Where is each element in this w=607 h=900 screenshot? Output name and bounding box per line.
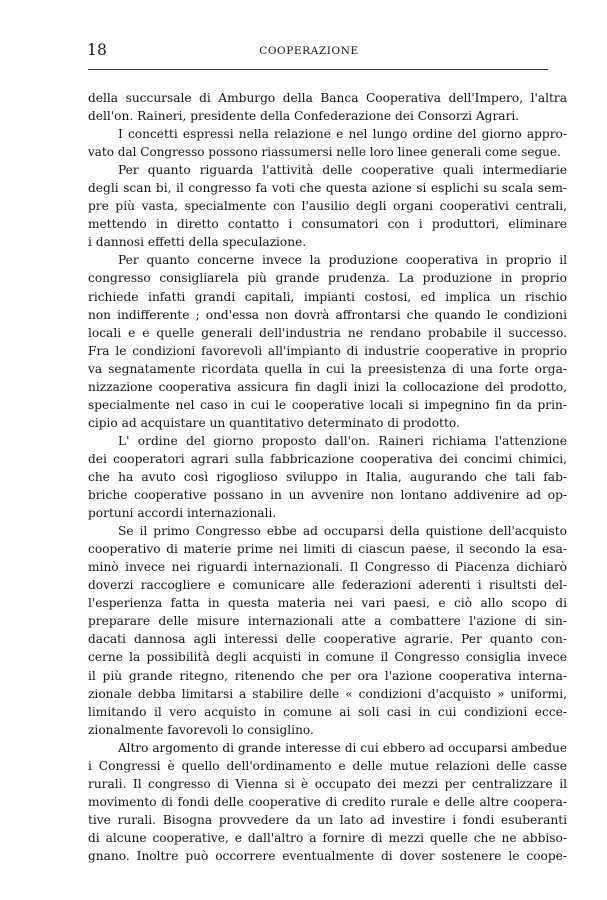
text-line: specialmente nel caso in cui le cooperative locali si impegnino fin da prin- [88,397,567,412]
text-line: locali e e quelle generali dell'industria ne rendano probabile il successo. [88,325,567,340]
running-title: COOPERAZIONE [259,45,359,57]
text-line: zionale debba limitarsi a stabilire delle « condizioni d'acquisto » uniformi, [88,686,567,701]
text-line: gnano. Inoltre può occorrere eventualmente di dover sostenere le coope- [88,848,567,863]
text-line: va segnatamente ricordata quella in cui la preesistenza di una forte orga- [88,361,567,376]
text-line: dei cooperatori agrari sulla fabbricazione cooperativa dei concimi chimici, [88,451,567,466]
text-line: dell'on. Raineri, presidente della Confederazione dei Consorzi Agrari. [88,109,520,124]
text-line: Per quanto concerne invece la produzione cooperativa in proprio il [118,253,567,268]
text-line: tive rurali. Bisogna provvedere da un lato ad investire i fondi esuberanti [88,812,567,827]
text-line: rurali. Il congresso di Vienna si è occupato dei mezzi per centralizzare il [88,776,567,791]
text-line: pre più vasta, specialmente con l'ausilio degli organi cooperativi centrali, [88,199,567,214]
text-line: movimento di fondi delle cooperative di credito rurale e delle altre coopera- [88,794,567,809]
text-line: vato dal Congresso possono riassumersi nelle loro linee generali come segue. [88,145,561,160]
text-line: il più grande ritegno, ritenendo che per ora l'azione cooperativa interna- [88,668,567,683]
text-line: mettendo in diretto contatto i consumatori con i produttori, eliminare [88,217,567,232]
text-line: l'esperienza fatta in questa materia nei vari paesi, e ciò allo scopo di [88,596,567,611]
text-line: congresso consigliarela più grande prudenza. La produzione in proprio [88,271,567,286]
page-number: 18 [87,41,108,59]
text-line: della succursale di Amburgo della Banca Cooperativa dell'Impero, l'altra [88,91,567,105]
text-line: Altro argomento di grande interesse di cui ebbero ad occuparsi ambedue [118,740,567,755]
text-line: minò invece nei riguardi internazionali. Il Congresso di Piacenza dichiarò [88,560,567,575]
text-line: degli scan bi, il congresso fa voti che questa azione si esplichi su scala sem- [88,181,567,196]
text-line: nizzazione cooperativa assicura fin dagli inizi la collocazione del prodotto, [88,379,567,394]
text-line: portuni accordi internazionali. [88,506,277,521]
text-line: doverzi raccogliere e comunicare alle federazioni aderenti i risultsti del- [88,578,567,593]
text-line: richiede infatti grandi capitali, impianti costosi, ed implica un rischio [88,289,567,304]
text-line: Per quanto riguarda l'attività delle cooperative quali intermediarie [118,163,567,178]
body-text [88,89,567,865]
text-line: cerne la possibilità degli acquisti in comune il Congresso consiglia invece [88,650,567,665]
text-line: I concetti espressi nella relazione e nel lungo ordine del giorno appro- [118,127,567,142]
text-line: i dannosi effetti della speculazione. [88,235,307,250]
text-line: Se il primo Congresso ebbe ad occuparsi della quistione dell'acquisto [118,524,567,539]
text-line: Fra le condizioni favorevoli all'impianto di industrie cooperative in proprio [88,343,567,358]
text-line: dacati dannosa agli interessi delle cooperative agrarie. Per quanto con- [88,632,567,647]
text-line: zionalmente favorevoli lo consiglino. [88,722,314,737]
text-line: che ha avuto così rigoglioso sviluppo in Italia, augurando che tali fab- [88,469,567,484]
text-line: briche cooperative possano in un avvenire non lontano addivenire ad op- [88,488,567,503]
text-line: limitando il vero acquisto in comune ai soli casi in cui condizioni ecce- [88,704,567,719]
text-line: cipio ad acquistare un quantitativo determinato di prodotto. [88,415,460,430]
text-line: i Congressi è quello dell'ordinamento e delle mutue relazioni delle casse [88,758,567,773]
text-line: preparare delle misure internazionali atte a combattere l'azione di sin- [88,614,567,629]
text-line: cooperativo di materie prime nei limiti di ciascun paese, il secondo la esa- [88,542,567,557]
header-rule [88,69,548,70]
text-line: L' ordine del giorno proposto dall'on. Raineri richiama l'attenzione [118,433,567,448]
text-line: non indifferente ; ond'essa non dovrà affrontarsi che quando le condizioni [88,307,567,322]
text-line: di alcune cooperative, e dall'altro a fornire di mezzi quelle che ne abbiso- [88,830,567,845]
page-header [70,41,548,71]
